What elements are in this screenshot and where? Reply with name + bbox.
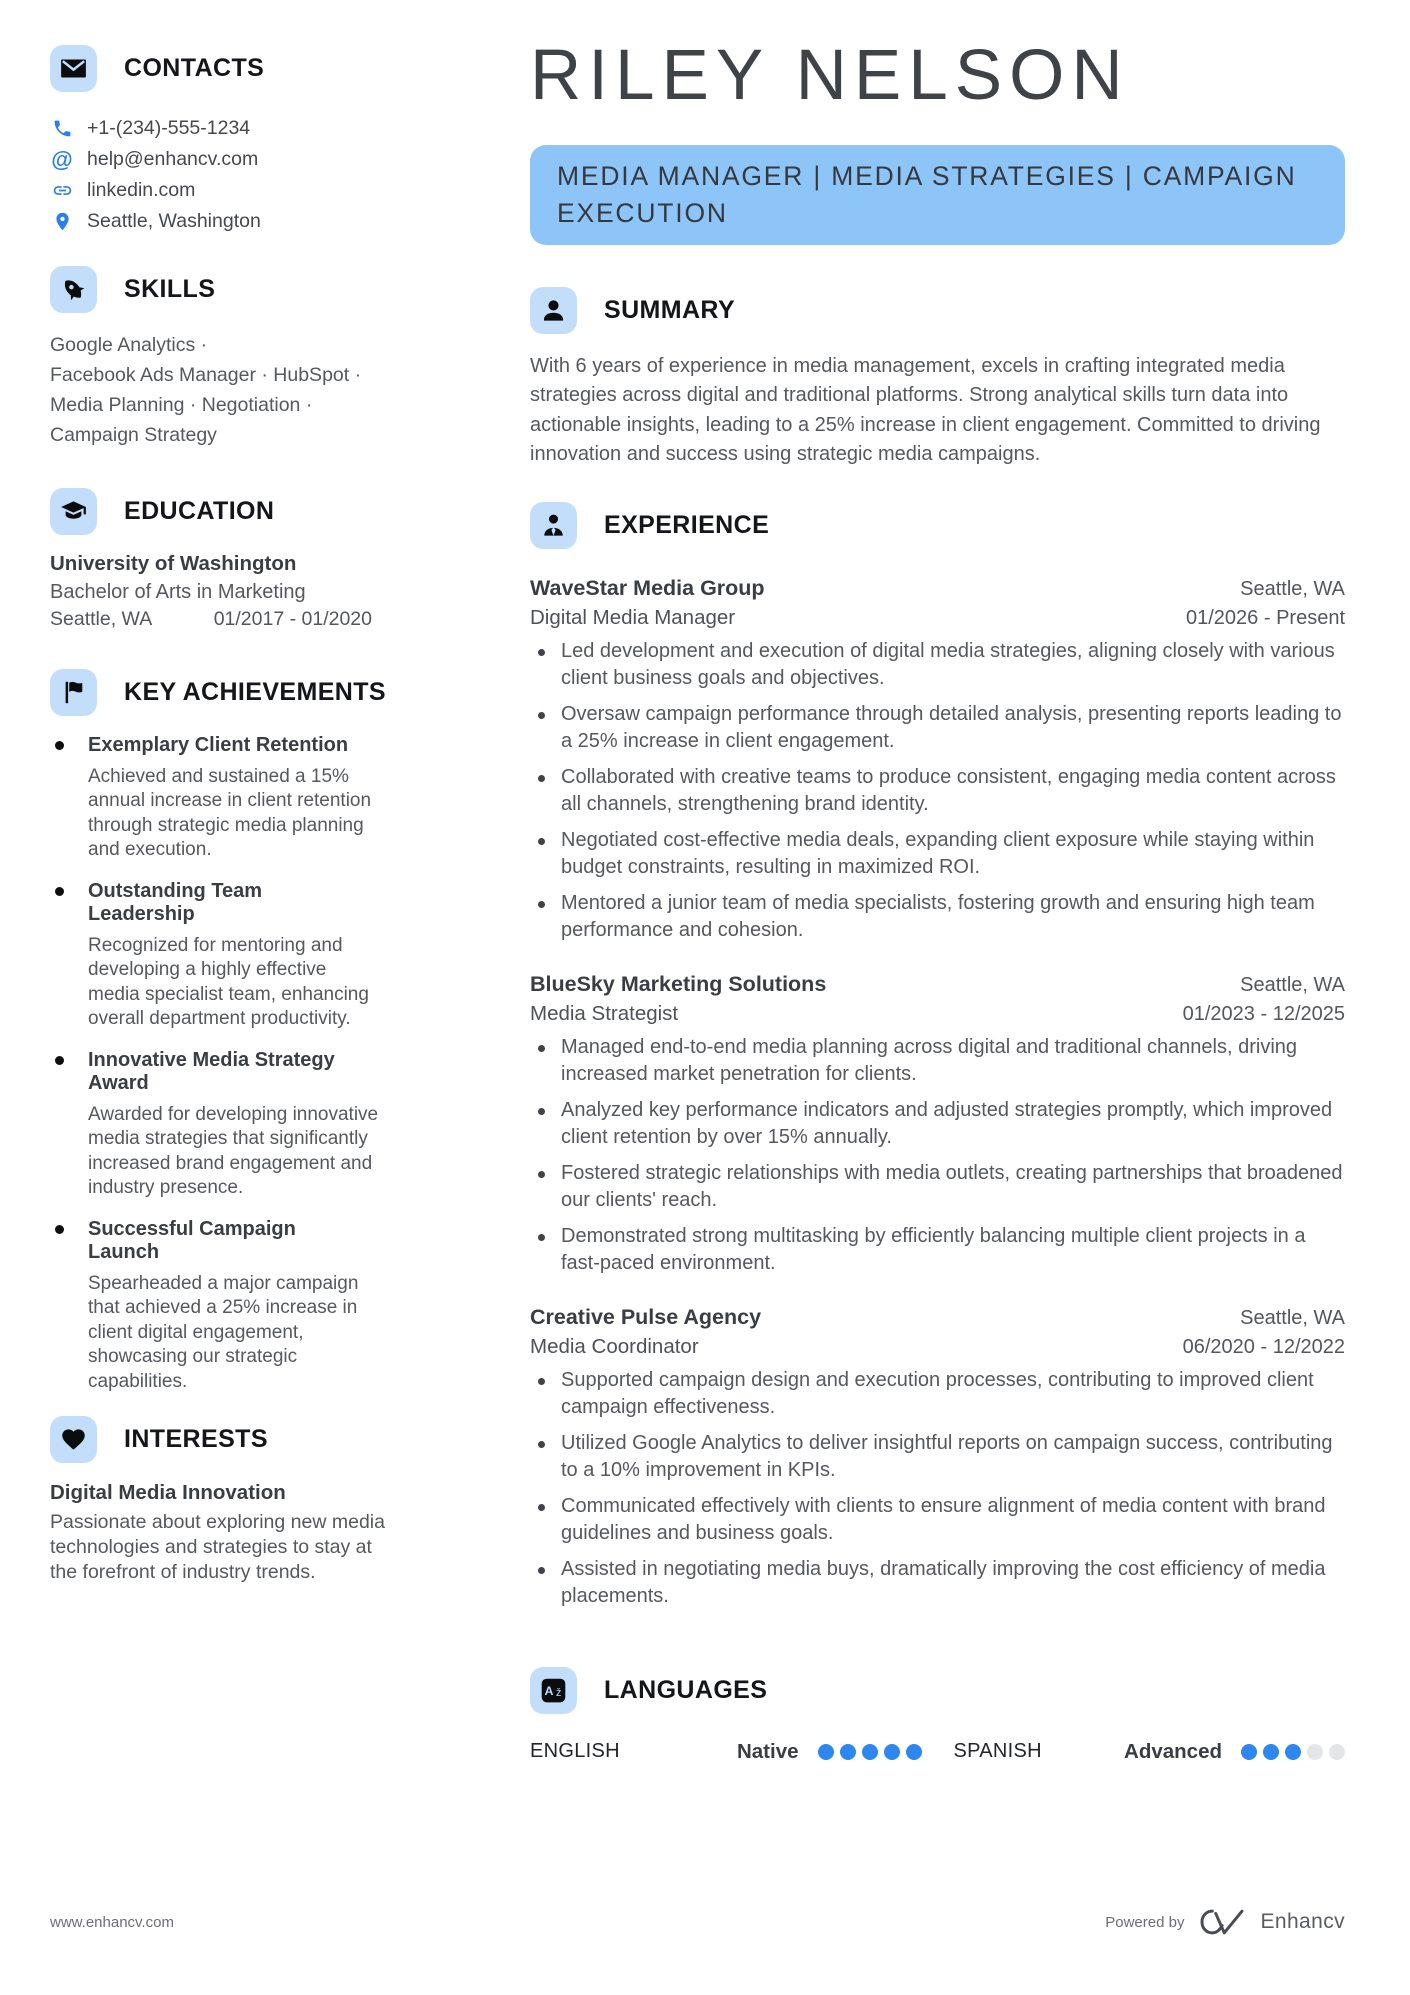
language-item (530, 1740, 922, 1764)
skills-heading: SKILLS (124, 275, 216, 303)
job-role: Media Coordinator (530, 1334, 699, 1358)
skills-list (50, 330, 458, 450)
achievement-item (50, 1049, 458, 1201)
powered-by-group[interactable] (1105, 1906, 1345, 1938)
job-bullet: Mentored a junior team of media specialists, fostering growth and ensuring high team performance and cohesion. (530, 890, 1345, 945)
job-bullet-list (530, 1034, 1345, 1278)
job-bullet-list (530, 1367, 1345, 1611)
achievements-list (50, 734, 458, 1394)
achievement-title: Exemplary Client Retention (88, 734, 349, 756)
heart-icon (50, 1416, 97, 1463)
contact-text: linkedin.com (87, 179, 196, 201)
achievement-text: Spearheaded a major campaign that achieved a 25% increase in client digital engagement, showcasing our strategic capabilities. (88, 1272, 359, 1392)
achievement-item (50, 1218, 458, 1395)
job-header-row (530, 574, 1345, 603)
contact-text: Seattle, Washington (87, 210, 261, 232)
education-school: University of Washington (50, 552, 297, 575)
language-item (954, 1740, 1346, 1764)
footer-url[interactable]: www.enhancv.com (50, 1913, 174, 1931)
summary-text: With 6 years of experience in media management, excels in crafting integrated media strategies across digital and traditional platforms. Strong analytical skills turn data into actionable insights, leading to a 25% increase in client engagement. Committed to driving innovation and success using strategic media campaigns. (530, 354, 1321, 466)
job-header-row (530, 1303, 1345, 1332)
experience-section-header (530, 502, 1345, 549)
sidebar (50, 45, 458, 1585)
job-entry (530, 1303, 1345, 1611)
pin-icon (50, 210, 74, 234)
language-name: ENGLISH (530, 1740, 620, 1763)
contact-item[interactable] (50, 144, 458, 175)
contacts-heading: CONTACTS (124, 54, 265, 82)
job-bullet: Managed end-to-end media planning across digital and traditional channels, driving increased market penetration for clients. (530, 1034, 1345, 1089)
graduation-cap-icon (50, 488, 97, 535)
skill-line: Media Planning · Negotiation · (50, 394, 313, 416)
achievement-title: Outstanding Team Leadership (88, 879, 263, 925)
contacts-section-header (50, 45, 458, 92)
job-bullet: Assisted in negotiating media buys, dramatically improving the cost efficiency of media placements. (530, 1556, 1345, 1611)
language-level-group (1124, 1740, 1345, 1764)
job-dates: 06/2020 - 12/2022 (1182, 1335, 1345, 1358)
language-dot (906, 1744, 922, 1760)
candidate-name: RILEY NELSON (530, 36, 1130, 115)
link-icon (50, 179, 74, 203)
job-header-row (530, 970, 1345, 999)
job-bullet: Negotiated cost-effective media deals, expanding client exposure while staying within budget constraints, resulting in maximized ROI. (530, 827, 1345, 882)
skill-line: Campaign Strategy (50, 424, 217, 446)
user-icon (530, 287, 577, 334)
achievements-heading: KEY ACHIEVEMENTS (124, 678, 387, 706)
language-level: Advanced (1124, 1739, 1222, 1763)
contact-item (50, 206, 458, 237)
language-name: SPANISH (953, 1740, 1042, 1763)
job-bullet: Analyzed key performance indicators and adjusted strategies promptly, which improved client retention by over 15% annually. (530, 1097, 1345, 1152)
language-dot (1263, 1744, 1279, 1760)
language-dot (862, 1744, 878, 1760)
job-entry (530, 574, 1345, 945)
job-subheader-row (530, 999, 1345, 1029)
achievement-text: Achieved and sustained a 15% annual increase in client retention through strategic media planning and execution. (88, 765, 372, 860)
education-location: Seattle, WA (50, 608, 153, 630)
job-bullet: Led development and execution of digital media strategies, aligning closely with various client business goals and objectives. (530, 638, 1345, 693)
job-bullet: Fostered strategic relationships with media outlets, creating partnerships that broadened our clients' reach. (530, 1160, 1345, 1215)
languages-heading: LANGUAGES (604, 1675, 768, 1704)
enhancv-brand-name: Enhancv (1260, 1910, 1345, 1933)
language-dot (1285, 1744, 1301, 1760)
education-heading: EDUCATION (124, 497, 275, 525)
education-meta (50, 606, 372, 633)
interests-section-header (50, 1416, 458, 1463)
language-dot (884, 1744, 900, 1760)
summary-section-header (530, 287, 1345, 334)
job-bullet: Supported campaign design and execution processes, contributing to improved client campaign effectiveness. (530, 1367, 1345, 1422)
job-bullet: Communicated effectively with clients to ensure alignment of media content with brand guidelines and business goals. (530, 1493, 1345, 1548)
contact-list (50, 113, 458, 237)
language-dot (1307, 1744, 1323, 1760)
contact-item (50, 113, 458, 144)
svg-text:A: A (544, 1683, 554, 1698)
education-degree: Bachelor of Arts in Marketing (50, 581, 306, 603)
job-company: Creative Pulse Agency (530, 1304, 762, 1329)
translate-icon (530, 1667, 577, 1714)
phone-icon (50, 117, 74, 141)
experience-list (530, 574, 1345, 1611)
contact-item[interactable] (50, 175, 458, 206)
at-icon: @ (51, 146, 73, 172)
job-bullet: Demonstrated strong multitasking by efficiently balancing multiple client projects in a fast-paced environment. (530, 1223, 1345, 1278)
job-location: Seattle, WA (1240, 1306, 1345, 1329)
job-bullet: Oversaw campaign performance through detailed analysis, presenting reports leading to a 25% increase in client engagement. (530, 701, 1345, 756)
language-dot (840, 1744, 856, 1760)
flag-icon (50, 669, 97, 716)
education-dates: 01/2017 - 01/2020 (213, 608, 372, 630)
contact-text: help@enhancv.com (87, 148, 259, 170)
main-column (530, 38, 1345, 1764)
languages-section-header (530, 1667, 1345, 1714)
job-company: BlueSky Marketing Solutions (530, 971, 827, 996)
achievement-title: Innovative Media Strategy Award (88, 1048, 335, 1094)
job-role: Media Strategist (530, 1001, 679, 1025)
enhancv-logo-icon (1196, 1906, 1248, 1938)
job-subheader-row (530, 1332, 1345, 1362)
language-dot (818, 1744, 834, 1760)
job-location: Seattle, WA (1240, 973, 1345, 996)
achievements-section-header (50, 669, 458, 716)
job-subheader-row (530, 603, 1345, 633)
envelope-icon (50, 45, 97, 92)
job-title-banner: MEDIA MANAGER | MEDIA STRATEGIES | CAMPAIGN EXECUTION (530, 145, 1345, 245)
language-level-group (737, 1740, 922, 1764)
interest-title: Digital Media Innovation (50, 1481, 286, 1504)
language-dots (1241, 1744, 1345, 1760)
language-level: Native (736, 1739, 799, 1763)
achievement-text: Awarded for developing innovative media strategies that significantly increased brand engagement and industry presence. (88, 1103, 379, 1198)
contact-text: +1-(234)-555-1234 (87, 117, 251, 139)
powered-by-label: Powered by (1105, 1913, 1185, 1931)
skill-line: Google Analytics · (50, 334, 208, 356)
job-bullet: Collaborated with creative teams to produce consistent, engaging media content across all channels, strengthening brand identity. (530, 764, 1345, 819)
job-entry (530, 970, 1345, 1278)
page-footer (50, 1906, 1345, 1938)
skills-section-header (50, 266, 458, 313)
summary-heading: SUMMARY (604, 295, 736, 324)
education-section-header (50, 488, 458, 535)
interests-heading: INTERESTS (124, 1425, 268, 1453)
job-role: Digital Media Manager (530, 605, 736, 629)
achievement-text: Recognized for mentoring and developing a highly effective media specialist team, enhancing overall department productivity. (88, 934, 369, 1029)
rocket-icon (50, 266, 97, 313)
achievement-item (50, 734, 458, 863)
job-company: WaveStar Media Group (530, 575, 765, 600)
achievement-item (50, 880, 458, 1032)
svg-text:ž: ž (556, 1686, 562, 1699)
user-tie-icon (530, 502, 577, 549)
language-dot (1241, 1744, 1257, 1760)
job-location: Seattle, WA (1240, 577, 1345, 600)
experience-heading: EXPERIENCE (604, 510, 770, 539)
languages-list (530, 1740, 1345, 1764)
interest-text: Passionate about exploring new media technologies and strategies to stay at the forefront of industry trends. (50, 1511, 385, 1583)
skill-line: Facebook Ads Manager · HubSpot · (50, 364, 362, 386)
language-dots (818, 1744, 922, 1760)
job-bullet-list (530, 638, 1345, 945)
job-dates: 01/2026 - Present (1186, 606, 1345, 629)
achievement-title: Successful Campaign Launch (88, 1217, 296, 1263)
job-dates: 01/2023 - 12/2025 (1182, 1002, 1345, 1025)
language-dot (1329, 1744, 1345, 1760)
job-bullet: Utilized Google Analytics to deliver insightful reports on campaign success, contributing to a 10% improvement in KPIs. (530, 1430, 1345, 1485)
education-entry (50, 550, 458, 633)
